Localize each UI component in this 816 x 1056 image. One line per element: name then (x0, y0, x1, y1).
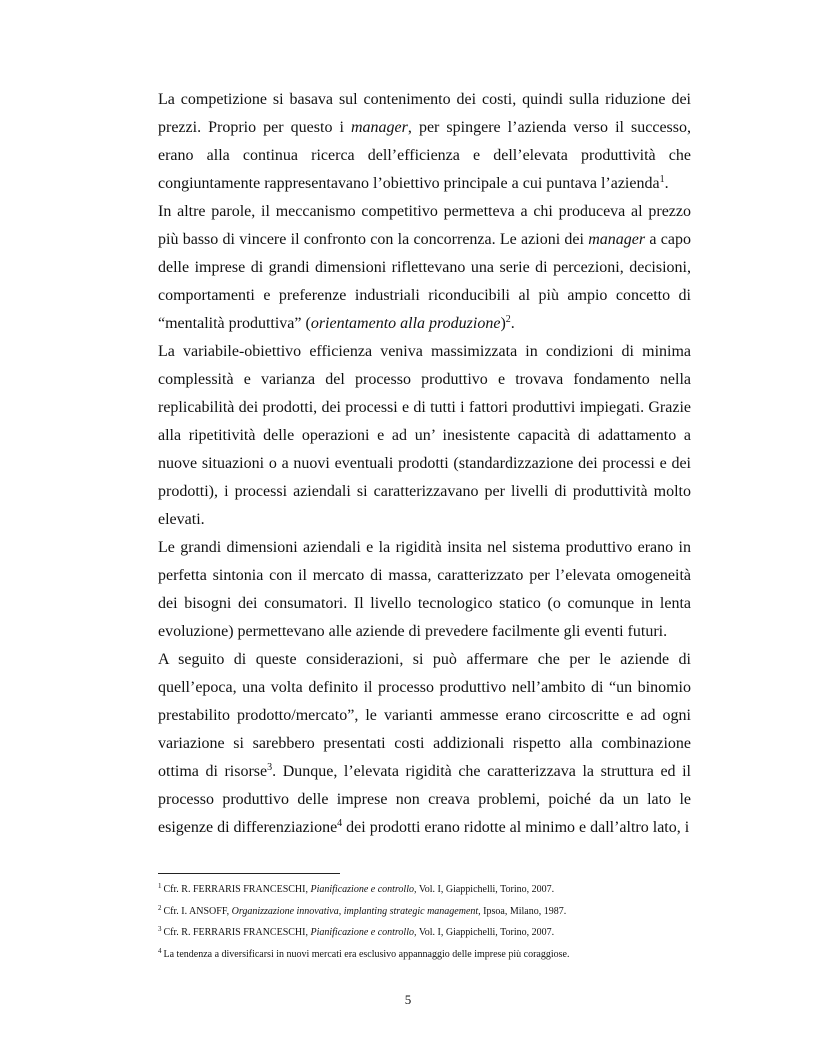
text-run: , per spingere l’azienda verso il successo, erano alla continua ricerca dell’efficienza e dell’elevata produttività che congiuntamente rappresentavano l’obiettivo principale a cui puntava l’azienda (158, 119, 691, 192)
paragraph (158, 534, 691, 646)
footnote (158, 922, 691, 944)
footnote-marker: 2 (158, 903, 162, 912)
footnote-marker: 4 (158, 946, 162, 955)
footnote-divider (158, 873, 340, 874)
italic-text: Pianificazione e controllo, (310, 927, 417, 938)
italic-text: Pianificazione e controllo, (310, 884, 417, 895)
text-run: a capo delle imprese di grandi dimensioni riflettevano una serie di percezioni, decisioni, comportamenti e preferenze industriali riconducibili al più ampio concetto di “mentalità produttiva” ( (158, 231, 691, 332)
footnote-marker: 1 (659, 174, 665, 185)
footnote-marker: 2 (505, 314, 511, 325)
text-run: . (510, 315, 515, 332)
paragraph (158, 646, 691, 842)
paragraph (158, 338, 691, 534)
text-run: Cfr. R. FERRARIS FRANCESCHI, (163, 927, 311, 938)
footnote-marker: 3 (158, 925, 162, 933)
text-run: La variabile-obiettivo efficienza veniva massimizzata in condizioni di minima complessità e varianza del processo produttivo e trovava fondamento nella replicabilità dei prodotti, dei processi e di tutti i fattori produttivi impiegati. Grazie alla ripetitività delle operazioni e ad un’ inesistente capacità di adattamento a nuove situazioni o a nuovi eventuali prodotti (standardizzazione dei processi e dei prodotti), i processi aziendali si caratterizzavano per livelli di produttività molto elevati. (158, 343, 691, 528)
text-run: In altre parole, il meccanismo competitivo permetteva a chi produceva al prezzo più basso di vincere il confronto con la concorrenza. Le azioni dei (158, 203, 691, 248)
text-run: A seguito di queste considerazioni, si può affermare che per le aziende di quell’epoca, una volta definito il processo produttivo nell’ambito di “un binomio prestabilito prodotto/mercato”, le varianti ammesse erano circoscritte e ad ogni variazione si sarebbero presentati costi addizionali rispetto alla combinazione ottima di risorse (158, 651, 691, 780)
footnote (158, 944, 691, 966)
text-run: Cfr. R. FERRARIS FRANCESCHI, (163, 884, 311, 895)
text-run: . Dunque, l’elevata rigidità che caratterizzava la struttura ed il processo produttivo delle imprese non creava problemi, poiché da un lato le esigenze di differenziazione (158, 763, 692, 836)
text-run: Le grandi dimensioni aziendali e la rigidità insita nel sistema produttivo erano in perfetta sintonia con il mercato di massa, caratterizzato per l’elevata omogeneità dei bisogni dei consumatori. Il livello tecnologico statico (o comunque in lenta evoluzione) permettevano alle aziende di prevedere facilmente gli eventi futuri. (158, 539, 691, 640)
footnotes (158, 879, 691, 965)
text-run: Ipsoa, Milano, 1987. (480, 905, 567, 917)
body-text (158, 86, 691, 842)
footnote-marker: 3 (267, 762, 273, 773)
footnote (158, 879, 691, 901)
italic-text: manager (588, 231, 646, 248)
text-run: Vol. I, Giappichelli, Torino, 2007. (416, 884, 555, 895)
footnote-marker: 1 (158, 882, 162, 890)
text-run: Vol. I, Giappichelli, Torino, 2007. (416, 927, 555, 938)
footnote (158, 901, 691, 923)
text-run: La competizione si basava sul contenimento dei costi, quindi sulla riduzione dei prezzi. Proprio per questo i (158, 91, 691, 136)
page-number: 5 (404, 992, 412, 1007)
footnote-marker: 4 (337, 818, 343, 829)
text-run: Cfr. I. ANSOFF, (163, 905, 232, 917)
text-run: La tendenza a diversificarsi in nuovi mercati era esclusivo appannaggio delle imprese più coraggiose. (163, 948, 570, 960)
italic-text: orientamento alla produzione (310, 315, 501, 332)
text-run: . (664, 175, 669, 192)
italic-text: Organizzazione innovativa, implanting strategic management, (231, 905, 481, 917)
paragraph (158, 86, 691, 198)
italic-text: manager (351, 119, 408, 136)
paragraph (158, 198, 691, 338)
text-run: ) (500, 315, 506, 332)
text-run: dei prodotti erano ridotte al minimo e dall’altro lato, i (342, 819, 690, 836)
